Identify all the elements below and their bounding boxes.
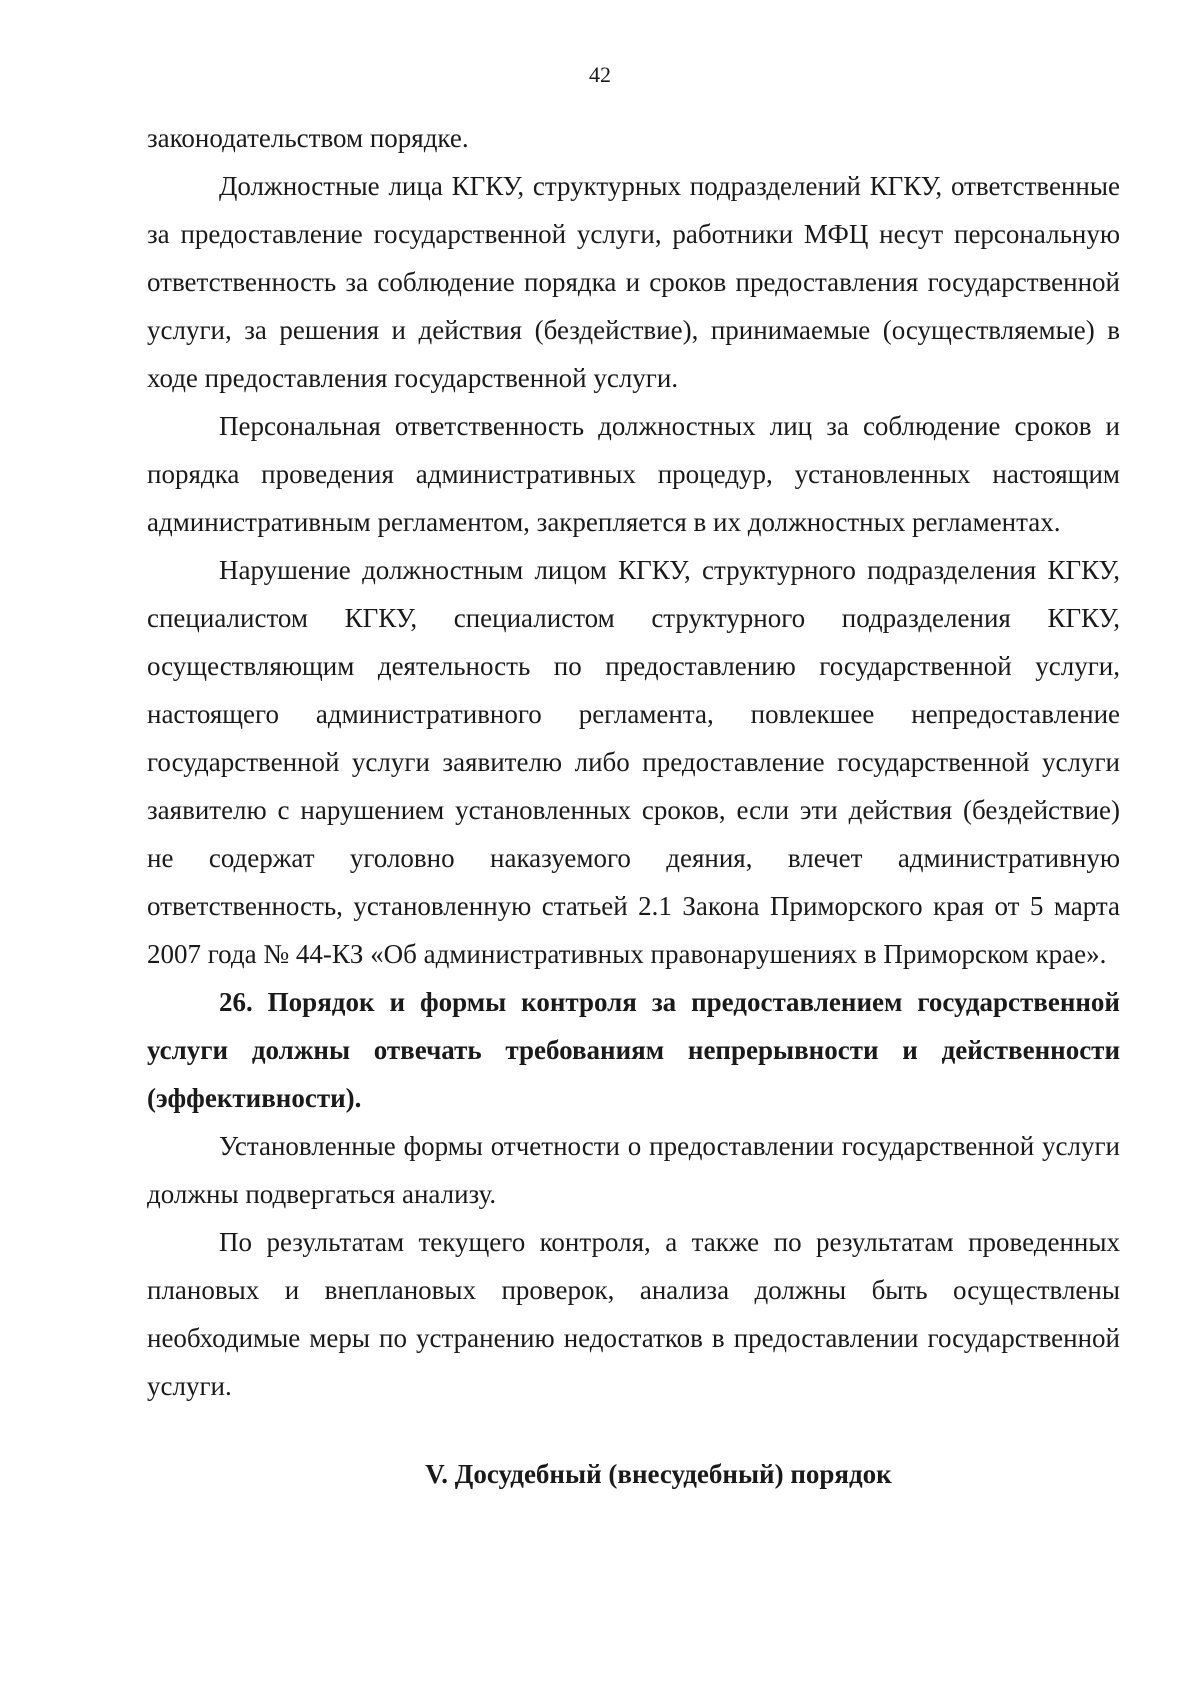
clause-26-heading: 26. Порядок и формы контроля за предоставлением государственной услуги должны отвечать требованиям непрерывности и действенности (эффективности). [147,987,1120,1113]
paragraph-reporting-forms: Установленные формы отчетности о предоставлении государственной услуги должны подвергаться анализу. [147,1131,1120,1209]
paragraph-personal-responsibility: Персональная ответственность должностных лиц за соблюдение сроков и порядка проведения административных процедур, установленных настоящим административным регламентом, закрепляется в их должностных регламентах. [147,411,1120,537]
section-v-title: V. Досудебный (внесудебный) порядок [425,1459,892,1489]
paragraph-violation-liability: Нарушение должностным лицом КГКУ, структурного подразделения КГКУ, специалистом КГКУ, специалистом структурного подразделения КГКУ, осуществляющим деятельность по предоставлению государственной услуги, настоящего административного регламента, повлекшее непредоставление государственной услуги заявителю либо предоставление государственной услуги заявителю с нарушением установленных сроков, если эти действия (бездействие) не содержат уголовно наказуемого деяния, влечет административную ответственность, установленную статьей 2.1 Закона Приморского края от 5 марта 2007 года № 44-КЗ «Об административных правонарушениях в Приморском крае». [147,555,1120,969]
paragraph-control-results: По результатам текущего контроля, а также по результатам проведенных плановых и внеплановых проверок, анализа должны быть осуществлены необходимые меры по устранению недостатков в предоставлении государственной услуги. [147,1227,1120,1401]
document-body [147,114,1120,1498]
page-number: 42 [589,62,611,87]
paragraph-continuation: законодательством порядке. [147,123,469,153]
paragraph-officials-responsibility: Должностные лица КГКУ, структурных подразделений КГКУ, ответственные за предоставление государственной услуги, работники МФЦ несут персональную ответственность за соблюдение порядка и сроков предоставления государственной услуги, за решения и действия (бездействие), принимаемые (осуществляемые) в ходе предоставления государственной услуги. [147,171,1120,393]
